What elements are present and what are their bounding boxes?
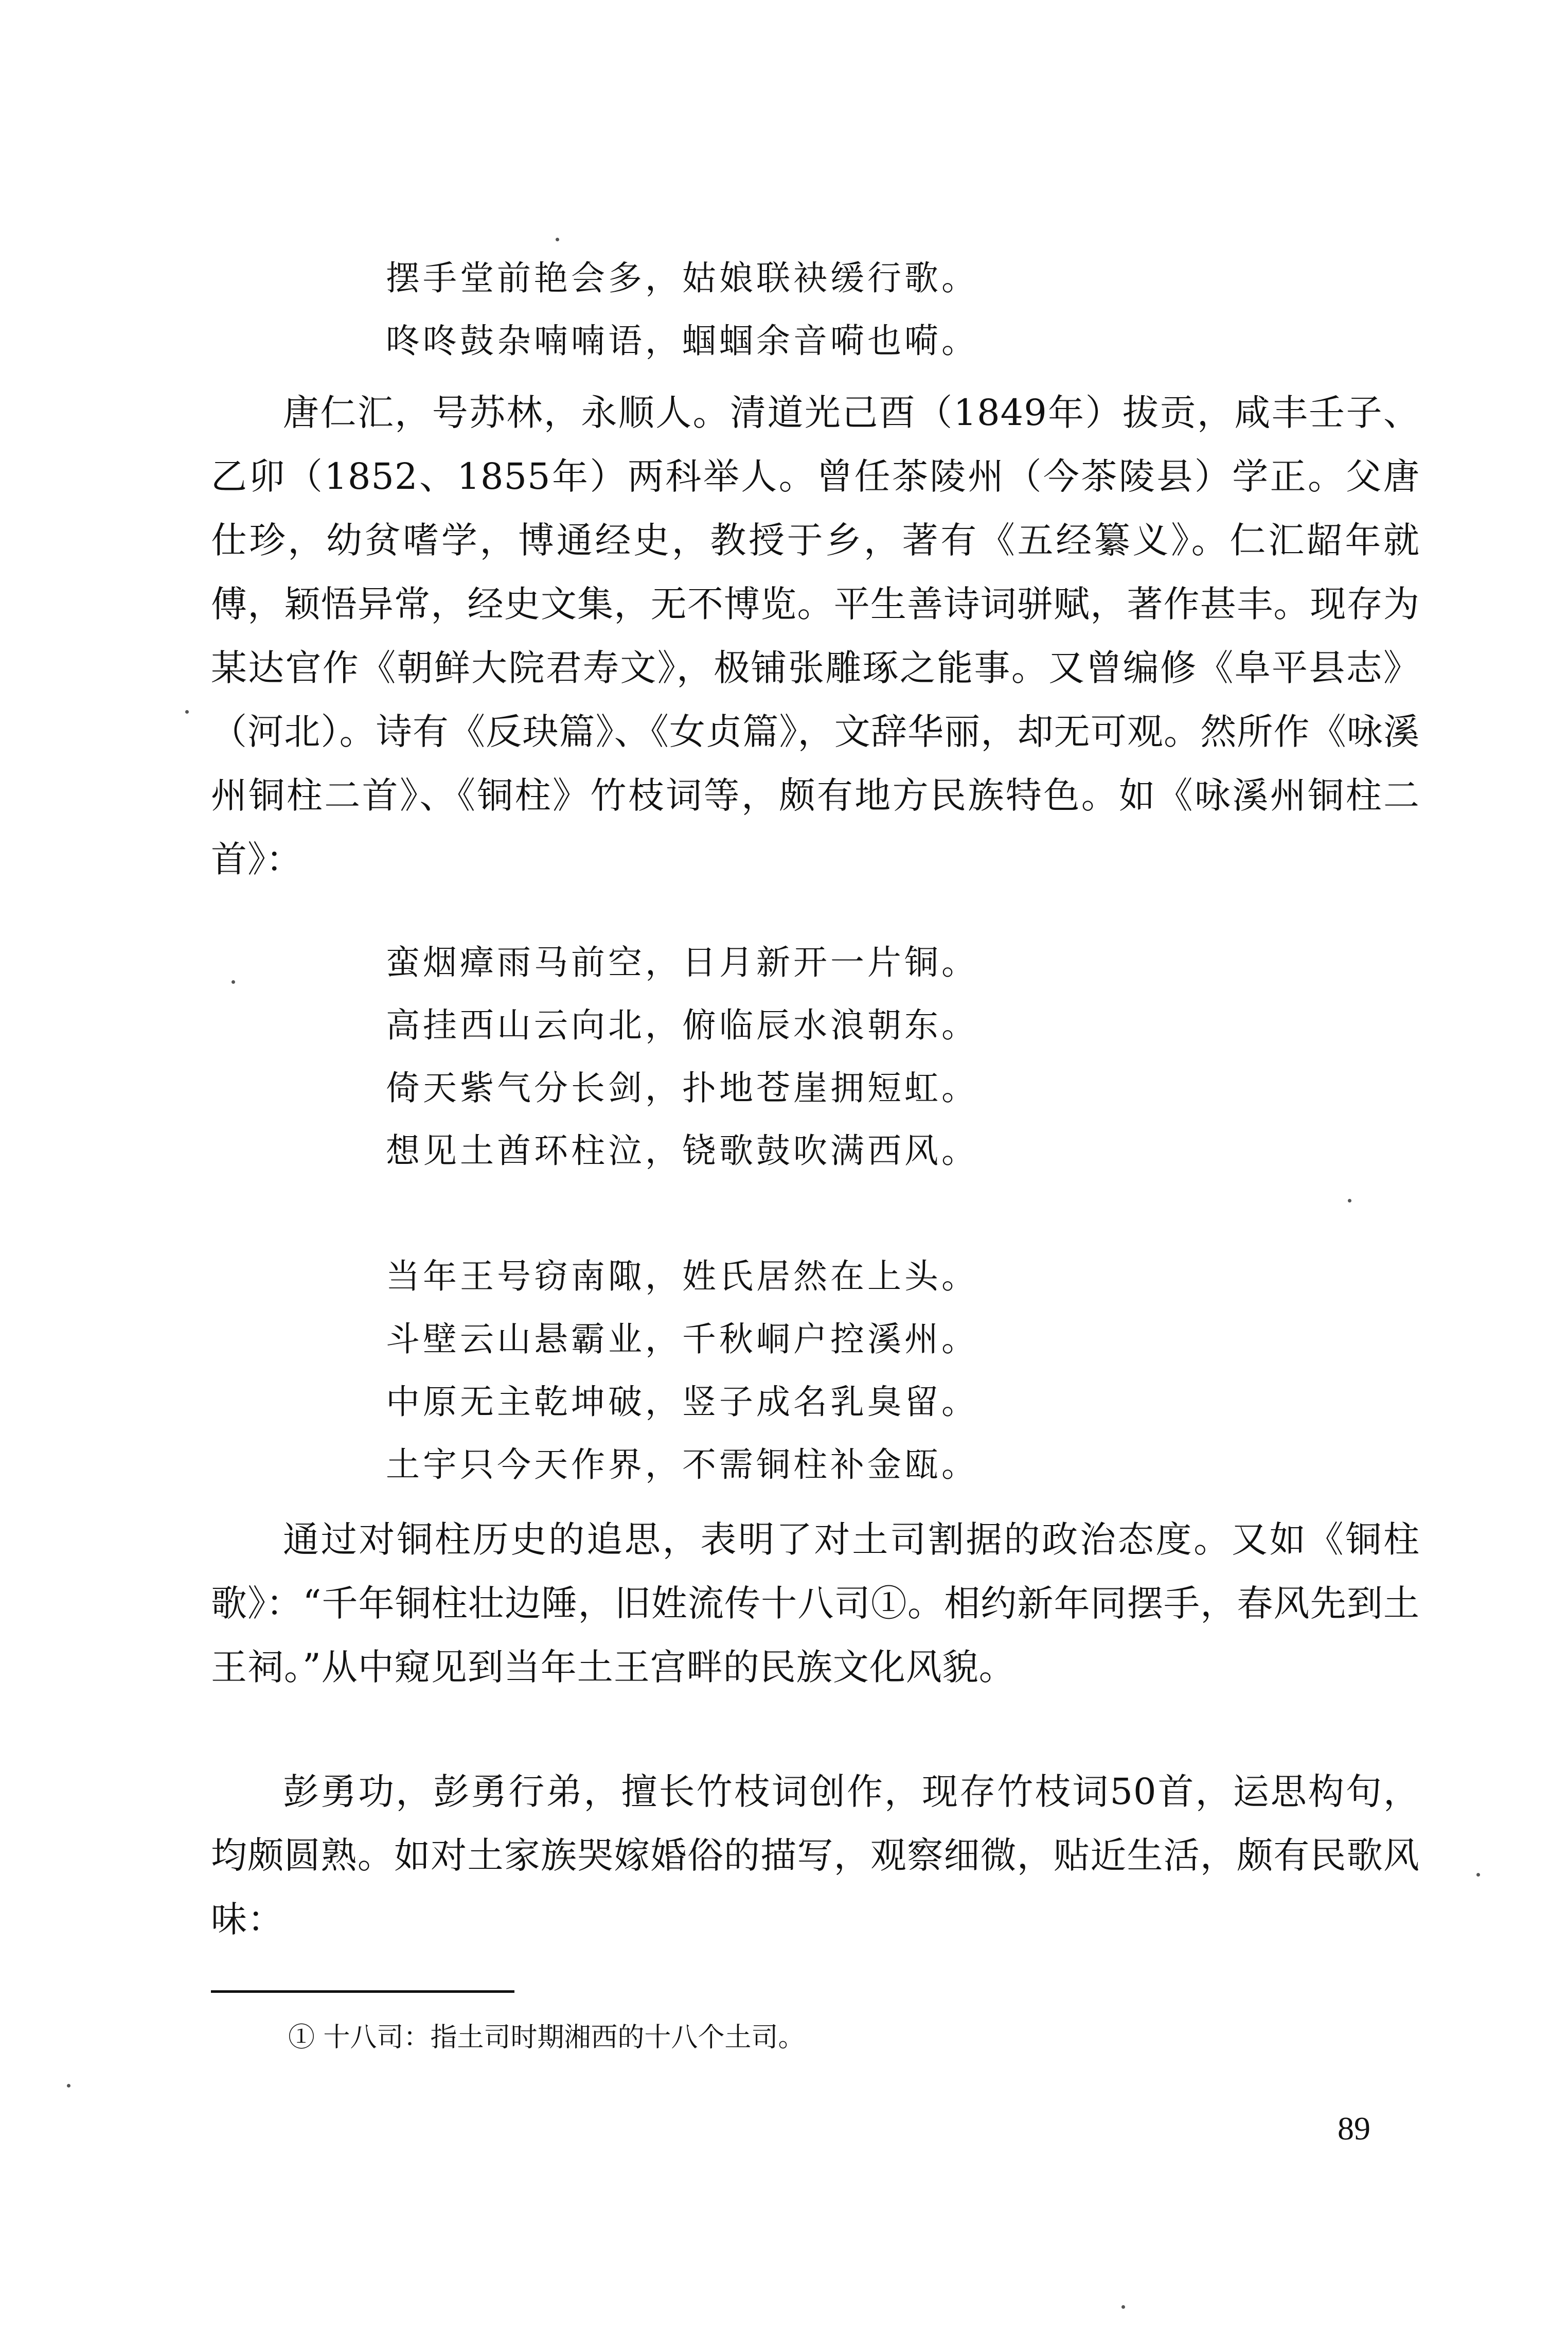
poem-line: 土宇只今天作界，不需铜柱补金瓯。 [386, 1445, 978, 1484]
poem-line: 中原无主乾坤破，竖子成名乳臭留。 [386, 1382, 978, 1422]
poem-line: 蛮烟瘴雨马前空，日月新开一片铜。 [386, 943, 978, 982]
paragraph-tang-renhui: 唐仁汇，号苏林，永顺人。清道光己酉（1849年）拔贡，咸丰壬子、乙卯（1852、1855年）两科举人。曾任茶陵州（今茶陵县）学正。父唐仕珍，幼贫嗜学，博通经史，教授于乡，著有《五经纂义》。仁汇龆年就傅，颖悟异常，经史文集，无不博览。平生善诗词骈赋，著作甚丰。现存为某达官作《朝鲜大院君寿文》，极铺张雕琢之能事。又曾编修《阜平县志》（河北）。诗有《反玦篇》、《女贞篇》，文辞华丽，却无可观。然所作《咏溪州铜柱二首》、《铜柱》竹枝词等，颇有地方民族特色。如《咏溪州铜柱二首》： [211, 392, 1420, 880]
scan-speck [556, 238, 559, 241]
poem-line: 摆手堂前艳会多，姑娘联袂缓行歌。 [386, 258, 978, 298]
scan-speck [1476, 1873, 1480, 1877]
page-number: 89 [1338, 2110, 1370, 2147]
poem-line: 当年王号窃南陬，姓氏居然在上头。 [386, 1257, 978, 1296]
poem-line: 斗壁云山悬霸业，千秋峒户控溪州。 [386, 1319, 978, 1359]
scan-speck [185, 710, 189, 714]
poem-line: 想见土酋环柱泣，铙歌鼓吹满西风。 [386, 1131, 978, 1171]
poem-line: 高挂西山云向北，俯临辰水浪朝东。 [386, 1005, 978, 1045]
scan-speck [231, 980, 235, 984]
poem-1 [386, 247, 978, 373]
scan-speck [67, 2084, 70, 2088]
poem-line: 倚天紫气分长剑，扑地苍崖拥短虹。 [386, 1068, 978, 1108]
footnote: ① 十八司：指土司时期湘西的十八个土司。 [288, 2022, 805, 2053]
poem-line: 咚咚鼓杂喃喃语，蝈蝈余音嗬也嗬。 [386, 321, 978, 361]
poem-2 [386, 931, 978, 1182]
footnote-divider [211, 1990, 514, 1993]
poem-3 [386, 1245, 978, 1496]
paragraph-peng-yonggong: 彭勇功，彭勇行弟，擅长竹枝词创作，现存竹枝词50首，运思构句，均颇圆熟。如对土家族哭嫁婚俗的描写，观察细微，贴近生活，颇有民歌风味： [211, 1771, 1420, 1940]
scan-speck [1348, 1199, 1351, 1202]
paragraph-tongzhu: 通过对铜柱历史的追思，表明了对土司割据的政治态度。又如《铜柱歌》：“千年铜柱壮边陲，旧姓流传十八司①。相约新年同摆手，春风先到土王祠。”从中窥见到当年土王宫畔的民族文化风貌。 [211, 1518, 1420, 1688]
scan-speck [1121, 2305, 1125, 2309]
